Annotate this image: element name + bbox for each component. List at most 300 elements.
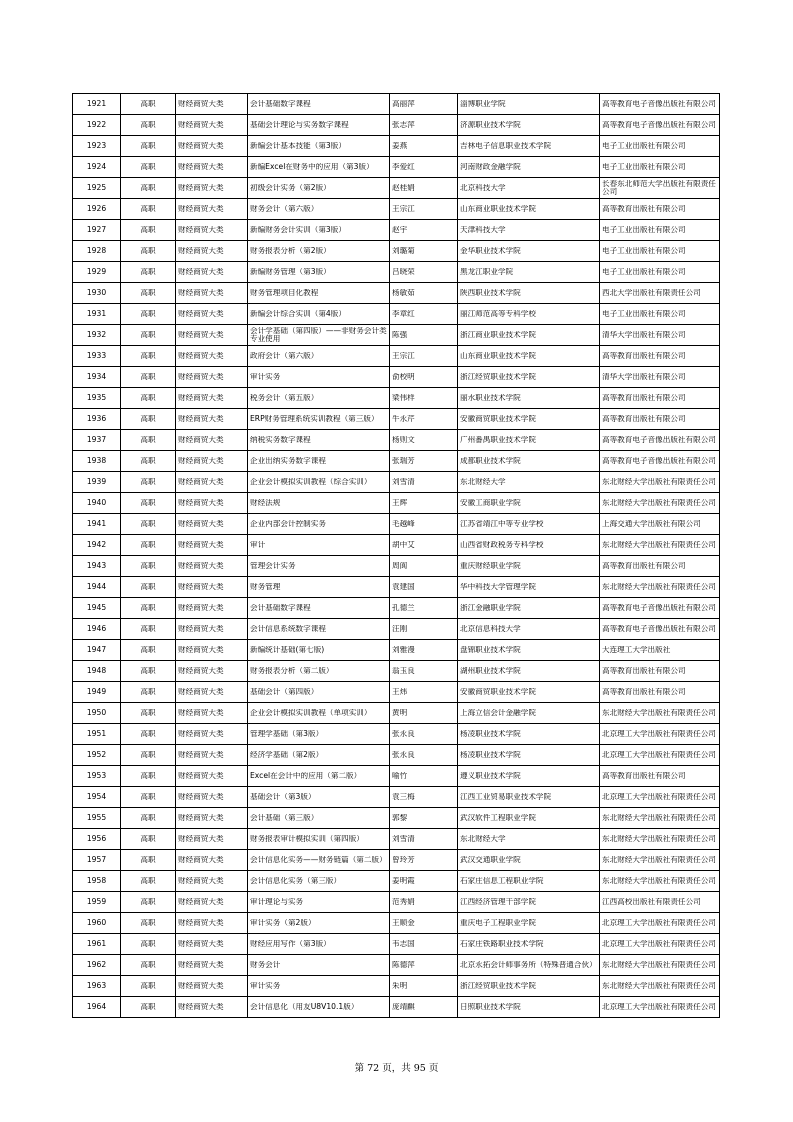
title-cell	[248, 304, 390, 325]
category-cell	[176, 262, 248, 283]
editor-cell	[390, 598, 458, 619]
cell-text: 陈强	[392, 330, 408, 339]
table-row	[73, 955, 720, 976]
cell-text: 财经商贸大类	[178, 813, 224, 822]
cell-text: 高职	[140, 939, 156, 948]
serial-number-cell	[73, 808, 121, 829]
serial-number-cell	[73, 304, 121, 325]
cell-text: 陈德萍	[392, 960, 415, 969]
cell-text: 遵义职业技术学院	[460, 771, 521, 780]
level-cell	[121, 556, 176, 577]
editor-cell	[390, 871, 458, 892]
serial-number-cell	[73, 619, 121, 640]
institution-cell	[458, 871, 600, 892]
cell-text: 电子工业出版社有限公司	[602, 267, 686, 276]
cell-text: 张瑞芳	[392, 456, 415, 465]
cell-text: 高职	[140, 981, 156, 990]
serial-number-cell	[73, 283, 121, 304]
category-cell	[176, 325, 248, 346]
cell-text: 张永良	[392, 750, 415, 759]
title-cell	[248, 241, 390, 262]
cell-text: 审计实务（第2版）	[250, 918, 316, 927]
cell-text: 袁三梅	[392, 792, 415, 801]
table-row	[73, 493, 720, 514]
publisher-cell	[600, 262, 720, 283]
cell-text: 财经商贸大类	[178, 141, 224, 150]
serial-number-cell	[73, 493, 121, 514]
cell-text: 东北财经大学出版社有限责任公司	[602, 960, 716, 969]
cell-text: 黄明	[392, 708, 408, 717]
cell-text: 东北财经大学出版社有限责任公司	[602, 540, 716, 549]
cell-text: 1921	[86, 99, 107, 108]
cell-text: 审计实务	[250, 981, 281, 990]
cell-text: 高等教育电子音像出版社有限公司	[602, 603, 716, 612]
editor-cell	[390, 892, 458, 913]
cell-text: 新编财务管理（第3版）	[250, 267, 331, 276]
level-cell	[121, 661, 176, 682]
cell-text: 财经商贸大类	[178, 99, 224, 108]
category-cell	[176, 136, 248, 157]
category-cell	[176, 892, 248, 913]
cell-text: 高职	[140, 603, 156, 612]
cell-text: 1954	[86, 792, 107, 801]
level-cell	[121, 682, 176, 703]
category-cell	[176, 367, 248, 388]
table-row	[73, 976, 720, 997]
cell-text: 石家庄铁路职业技术学院	[460, 939, 544, 948]
institution-cell	[458, 430, 600, 451]
cell-text: 高等教育出版社有限公司	[602, 393, 686, 402]
cell-text: 曾玲芳	[392, 855, 415, 864]
cell-text: 1944	[86, 582, 107, 591]
institution-cell	[458, 787, 600, 808]
cell-text: 王炜	[392, 687, 408, 696]
cell-text: 财经商贸大类	[178, 960, 224, 969]
institution-cell	[458, 304, 600, 325]
publisher-cell	[600, 472, 720, 493]
cell-text: 财经商贸大类	[178, 834, 224, 843]
table-row	[73, 787, 720, 808]
cell-text: 1934	[86, 372, 107, 381]
cell-text: 张永良	[392, 729, 415, 738]
institution-cell	[458, 997, 600, 1018]
editor-cell	[390, 178, 458, 199]
institution-cell	[458, 409, 600, 430]
institution-cell	[458, 829, 600, 850]
serial-number-cell	[73, 913, 121, 934]
cell-text: 北京理工大学出版社有限责任公司	[602, 750, 716, 759]
publisher-cell	[600, 451, 720, 472]
cell-text: 浙江经贸职业技术学院	[460, 981, 536, 990]
cell-text: 北京永拓会计师事务所（特殊普通合伙）	[460, 960, 597, 969]
editor-cell	[390, 997, 458, 1018]
cell-text: 河南财政金融学院	[460, 162, 521, 171]
title-cell	[248, 766, 390, 787]
cell-text: 1941	[86, 519, 107, 528]
cell-text: 东北财经大学出版社有限责任公司	[602, 834, 716, 843]
cell-text: 北京科技大学	[460, 183, 506, 192]
cell-text: 政府会计（第六版）	[250, 351, 319, 360]
institution-cell	[458, 577, 600, 598]
serial-number-cell	[73, 577, 121, 598]
cell-text: 税务会计（第五版）	[250, 393, 319, 402]
serial-number-cell	[73, 451, 121, 472]
institution-cell	[458, 262, 600, 283]
publisher-cell	[600, 220, 720, 241]
publisher-cell	[600, 955, 720, 976]
category-cell	[176, 703, 248, 724]
publisher-cell	[600, 94, 720, 115]
cell-text: 1948	[86, 666, 107, 675]
cell-text: 东北财经大学出版社有限责任公司	[602, 582, 716, 591]
cell-text: 高职	[140, 309, 156, 318]
publisher-cell	[600, 325, 720, 346]
institution-cell	[458, 745, 600, 766]
cell-text: 会计基础数字课程	[250, 99, 311, 108]
table-row	[73, 367, 720, 388]
cell-text: 吉林电子信息职业技术学院	[460, 141, 552, 150]
cell-text: 1937	[86, 435, 107, 444]
cell-text: 高等教育出版社有限公司	[602, 561, 686, 570]
category-cell	[176, 409, 248, 430]
cell-text: 北京理工大学出版社有限责任公司	[602, 1002, 716, 1011]
cell-text: 财经商贸大类	[178, 246, 224, 255]
title-cell	[248, 556, 390, 577]
institution-cell	[458, 535, 600, 556]
cell-text: 山东商业职业技术学院	[460, 351, 536, 360]
serial-number-cell	[73, 661, 121, 682]
serial-number-cell	[73, 976, 121, 997]
level-cell	[121, 745, 176, 766]
cell-text: 财务会计	[250, 960, 281, 969]
editor-cell	[390, 451, 458, 472]
level-cell	[121, 94, 176, 115]
cell-text: 高职	[140, 960, 156, 969]
title-cell	[248, 934, 390, 955]
publisher-cell	[600, 619, 720, 640]
publisher-cell	[600, 703, 720, 724]
cell-text: 财经商贸大类	[178, 939, 224, 948]
cell-text: 1955	[86, 813, 107, 822]
title-cell	[248, 997, 390, 1018]
serial-number-cell	[73, 640, 121, 661]
cell-text: 高职	[140, 477, 156, 486]
category-cell	[176, 556, 248, 577]
cell-text: 东北财经大学出版社有限责任公司	[602, 708, 716, 717]
cell-text: 财经商贸大类	[178, 624, 224, 633]
cell-text: 财经商贸大类	[178, 183, 224, 192]
cell-text: 东北财经大学	[460, 834, 506, 843]
level-cell	[121, 850, 176, 871]
cell-text: 会计基础数字课程	[250, 603, 311, 612]
cell-text: 电子工业出版社有限公司	[602, 225, 686, 234]
category-cell	[176, 745, 248, 766]
category-cell	[176, 493, 248, 514]
table-row	[73, 346, 720, 367]
publisher-cell	[600, 535, 720, 556]
cell-text: 北京理工大学出版社有限责任公司	[602, 939, 716, 948]
institution-cell	[458, 976, 600, 997]
category-cell	[176, 598, 248, 619]
serial-number-cell	[73, 934, 121, 955]
cell-text: 高职	[140, 456, 156, 465]
publisher-cell	[600, 367, 720, 388]
title-cell	[248, 682, 390, 703]
table-row	[73, 136, 720, 157]
level-cell	[121, 787, 176, 808]
publisher-cell	[600, 850, 720, 871]
cell-text: 审计	[250, 540, 266, 549]
cell-text: 济源职业技术学院	[460, 120, 521, 129]
level-cell	[121, 535, 176, 556]
cell-text: 清华大学出版社有限公司	[602, 372, 686, 381]
title-cell	[248, 199, 390, 220]
title-cell	[248, 892, 390, 913]
cell-text: 东北财经大学	[460, 477, 506, 486]
serial-number-cell	[73, 262, 121, 283]
institution-cell	[458, 598, 600, 619]
cell-text: 山东商业职业技术学院	[460, 204, 536, 213]
editor-cell	[390, 325, 458, 346]
category-cell	[176, 871, 248, 892]
publisher-cell	[600, 787, 720, 808]
cell-text: 高职	[140, 351, 156, 360]
cell-text: 电子工业出版社有限公司	[602, 141, 686, 150]
level-cell	[121, 808, 176, 829]
level-cell	[121, 136, 176, 157]
category-cell	[176, 577, 248, 598]
editor-cell	[390, 703, 458, 724]
publisher-cell	[600, 913, 720, 934]
institution-cell	[458, 451, 600, 472]
cell-text: 石家庄信息工程职业学院	[460, 876, 544, 885]
cell-text: 1927	[86, 225, 107, 234]
cell-text: 财经商贸大类	[178, 897, 224, 906]
cell-text: ERP财务管理系统实训教程（第三版）	[250, 414, 379, 423]
cell-text: 财经商贸大类	[178, 1002, 224, 1011]
cell-text: 财经商贸大类	[178, 162, 224, 171]
level-cell	[121, 409, 176, 430]
level-cell	[121, 493, 176, 514]
cell-text: 东北财经大学出版社有限责任公司	[602, 876, 716, 885]
cell-text: 1933	[86, 351, 107, 360]
title-cell	[248, 220, 390, 241]
serial-number-cell	[73, 535, 121, 556]
cell-text: 王顺金	[392, 918, 415, 927]
cell-text: 高等教育出版社有限公司	[602, 687, 686, 696]
title-cell	[248, 598, 390, 619]
cell-text: 袁建国	[392, 582, 415, 591]
table-row	[73, 829, 720, 850]
cell-text: 财务管理	[250, 582, 281, 591]
institution-cell	[458, 241, 600, 262]
cell-text: 1961	[86, 939, 107, 948]
cell-text: 高职	[140, 162, 156, 171]
cell-text: 胡中艾	[392, 540, 415, 549]
category-cell	[176, 241, 248, 262]
cell-text: 成都职业技术学院	[460, 456, 521, 465]
cell-text: 高职	[140, 687, 156, 696]
title-cell	[248, 346, 390, 367]
cell-text: 高职	[140, 393, 156, 402]
cell-text: 武汉交通职业学院	[460, 855, 521, 864]
cell-text: 电子工业出版社有限公司	[602, 246, 686, 255]
institution-cell	[458, 682, 600, 703]
editor-cell	[390, 430, 458, 451]
title-cell	[248, 577, 390, 598]
publisher-cell	[600, 598, 720, 619]
cell-text: 翁玉良	[392, 666, 415, 675]
cell-text: 东北财经大学出版社有限责任公司	[602, 981, 716, 990]
table-row	[73, 661, 720, 682]
cell-text: 财经商贸大类	[178, 372, 224, 381]
cell-text: 财经商贸大类	[178, 288, 224, 297]
editor-cell	[390, 493, 458, 514]
serial-number-cell	[73, 871, 121, 892]
cell-text: 财经商贸大类	[178, 330, 224, 339]
institution-cell	[458, 514, 600, 535]
cell-text: 1943	[86, 561, 107, 570]
institution-cell	[458, 346, 600, 367]
cell-text: 审计理论与实务	[250, 897, 304, 906]
editor-cell	[390, 94, 458, 115]
serial-number-cell	[73, 787, 121, 808]
cell-text: 韦志国	[392, 939, 415, 948]
cell-text: 江西工业贸易职业技术学院	[460, 792, 552, 801]
cell-text: 杨敏茹	[392, 288, 415, 297]
cell-text: 财务报表审计模拟实训（第四版）	[250, 834, 364, 843]
editor-cell	[390, 535, 458, 556]
editor-cell	[390, 115, 458, 136]
cell-text: 天津科技大学	[460, 225, 506, 234]
title-cell	[248, 661, 390, 682]
institution-cell	[458, 283, 600, 304]
cell-text: 高职	[140, 1002, 156, 1011]
publisher-cell	[600, 934, 720, 955]
cell-text: 范秀娟	[392, 897, 415, 906]
cell-text: 1952	[86, 750, 107, 759]
institution-cell	[458, 766, 600, 787]
cell-text: 东北财经大学出版社有限责任公司	[602, 855, 716, 864]
table-row	[73, 535, 720, 556]
cell-text: 李爱红	[392, 162, 415, 171]
cell-text: 1936	[86, 414, 107, 423]
table-row	[73, 472, 720, 493]
cell-text: 财经商贸大类	[178, 918, 224, 927]
cell-text: 金华职业技术学院	[460, 246, 521, 255]
editor-cell	[390, 157, 458, 178]
level-cell	[121, 934, 176, 955]
cell-text: 浙江金融职业学院	[460, 603, 521, 612]
institution-cell	[458, 556, 600, 577]
title-cell	[248, 430, 390, 451]
title-cell	[248, 514, 390, 535]
cell-text: 新编财务会计实训（第3版）	[250, 225, 346, 234]
serial-number-cell	[73, 199, 121, 220]
category-cell	[176, 283, 248, 304]
editor-cell	[390, 136, 458, 157]
cell-text: 高职	[140, 708, 156, 717]
cell-text: 财经商贸大类	[178, 771, 224, 780]
level-cell	[121, 619, 176, 640]
level-cell	[121, 346, 176, 367]
institution-cell	[458, 913, 600, 934]
cell-text: 安徽商贸职业技术学院	[460, 687, 536, 696]
institution-cell	[458, 157, 600, 178]
cell-text: 财经商贸大类	[178, 561, 224, 570]
cell-text: 财经法规	[250, 498, 281, 507]
institution-cell	[458, 724, 600, 745]
category-cell	[176, 472, 248, 493]
cell-text: 1949	[86, 687, 107, 696]
cell-text: 1959	[86, 897, 107, 906]
cell-text: 江西经济管理干部学院	[460, 897, 536, 906]
cell-text: 高丽萍	[392, 99, 415, 108]
cell-text: 盘锦职业技术学院	[460, 645, 521, 654]
level-cell	[121, 199, 176, 220]
cell-text: 清华大学出版社有限公司	[602, 330, 686, 339]
editor-cell	[390, 556, 458, 577]
category-cell	[176, 178, 248, 199]
level-cell	[121, 976, 176, 997]
cell-text: 张志萍	[392, 120, 415, 129]
cell-text: 基础会计理论与实务数字课程	[250, 120, 349, 129]
level-cell	[121, 871, 176, 892]
table-row	[73, 871, 720, 892]
serial-number-cell	[73, 325, 121, 346]
institution-cell	[458, 325, 600, 346]
title-cell	[248, 115, 390, 136]
cell-text: 广州番禺职业技术学院	[460, 435, 536, 444]
cell-text: 大连理工大学出版社	[602, 645, 671, 654]
cell-text: 管理学基础（第3版）	[250, 729, 324, 738]
cell-text: 高职	[140, 582, 156, 591]
cell-text: 财经商贸大类	[178, 267, 224, 276]
cell-text: 孔德兰	[392, 603, 415, 612]
cell-text: 陕西职业技术学院	[460, 288, 521, 297]
title-cell	[248, 619, 390, 640]
cell-text: 北京理工大学出版社有限责任公司	[602, 792, 716, 801]
cell-text: 高职	[140, 645, 156, 654]
cell-text: 丽水职业技术学院	[460, 393, 521, 402]
serial-number-cell	[73, 157, 121, 178]
level-cell	[121, 367, 176, 388]
publisher-cell	[600, 808, 720, 829]
table-row	[73, 178, 720, 199]
institution-cell	[458, 955, 600, 976]
cell-text: 喻竹	[392, 771, 408, 780]
cell-text: 高职	[140, 750, 156, 759]
cell-text: 财经商贸大类	[178, 351, 224, 360]
cell-text: 高职	[140, 225, 156, 234]
category-cell	[176, 619, 248, 640]
publisher-cell	[600, 556, 720, 577]
cell-text: 1964	[86, 1002, 107, 1011]
level-cell	[121, 913, 176, 934]
level-cell	[121, 304, 176, 325]
table-row	[73, 913, 720, 934]
cell-text: 1935	[86, 393, 107, 402]
serial-number-cell	[73, 241, 121, 262]
cell-text: 财务会计（第六版）	[250, 204, 319, 213]
cell-text: 高职	[140, 729, 156, 738]
cell-text: 财经商贸大类	[178, 498, 224, 507]
cell-text: 北京理工大学出版社有限责任公司	[602, 918, 716, 927]
category-cell	[176, 829, 248, 850]
category-cell	[176, 199, 248, 220]
institution-cell	[458, 493, 600, 514]
category-cell	[176, 535, 248, 556]
